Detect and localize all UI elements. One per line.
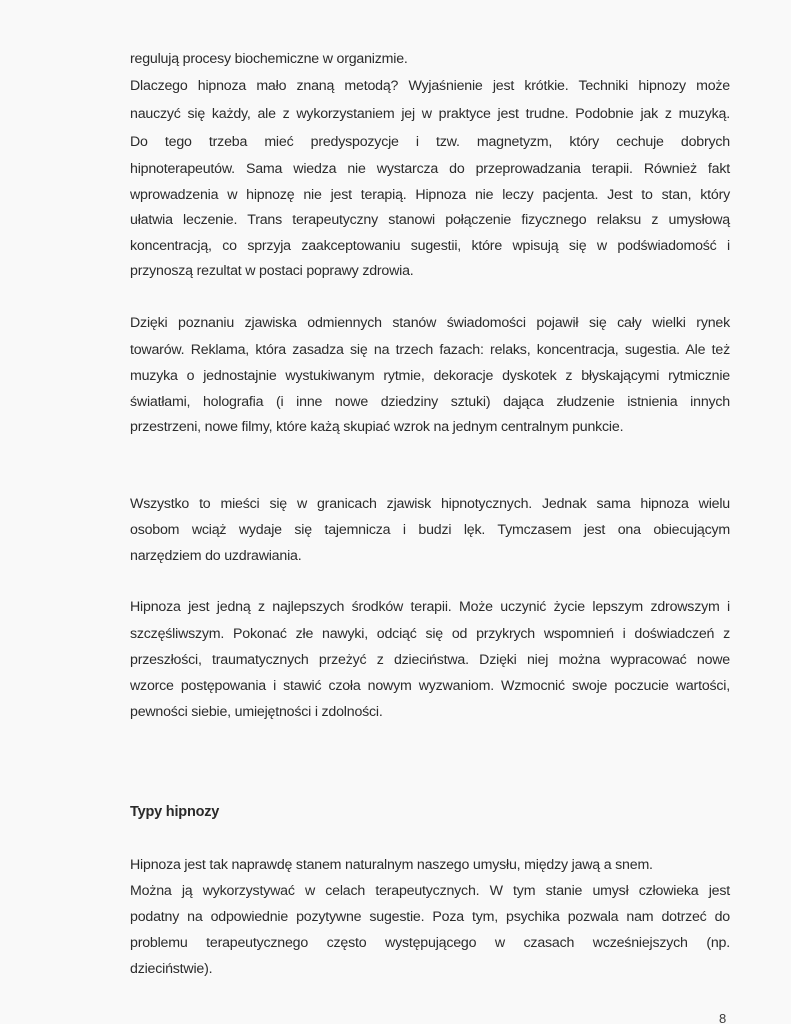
paragraph-4-line-4: wzorce postępowania i stawić czoła nowym wyzwaniom. Wzmocnić swoje poczucie wartości, — [130, 678, 730, 694]
paragraph-5-line-1: Hipnoza jest tak naprawdę stanem naturalnym naszego umysłu, między jawą a snem. — [130, 857, 653, 873]
section-heading: Typy hipnozy — [130, 804, 220, 820]
paragraph-4-line-1: Hipnoza jest jedną z najlepszych środków terapii. Może uczynić życie lepszym zdrowszym i — [130, 599, 730, 615]
paragraph-1-line-6: wprowadzenia w hipnozę nie jest terapią. Hipnoza nie leczy pacjenta. Jest to stan, który — [130, 187, 730, 203]
paragraph-1-line-2: Dlaczego hipnoza mało znaną metodą? Wyjaśnienie jest krótkie. Techniki hipnozy może — [130, 78, 730, 94]
paragraph-2-line-1: Dzięki poznaniu zjawiska odmiennych stanów świadomości pojawił się cały wielki rynek — [130, 315, 730, 331]
paragraph-2-line-5: przestrzeni, nowe filmy, które każą skupiać wzrok na jednym centralnym punkcie. — [130, 419, 624, 435]
paragraph-2-line-3: muzyka o jednostajnie wystukiwanym rytmie, dekoracje dyskotek z błyskającymi rytmicznie — [130, 368, 730, 384]
paragraph-5-line-4: problemu terapeutycznego często występującego w czasach wcześniejszych (np. — [130, 935, 730, 951]
paragraph-1-line-1: regulują procesy biochemiczne w organizmie. — [130, 51, 408, 67]
paragraph-5-line-5: dzieciństwie). — [130, 961, 213, 977]
paragraph-2-line-2: towarów. Reklama, która zasadza się na trzech fazach: relaks, koncentracja, sugestia. Ale też — [130, 342, 730, 358]
paragraph-1-line-7: ułatwia leczenie. Trans terapeutyczny stanowi połączenie fizycznego relaksu z umysłową — [130, 212, 730, 228]
paragraph-5-line-2: Można ją wykorzystywać w celach terapeutycznych. W tym stanie umysł człowieka jest — [130, 883, 730, 899]
paragraph-4-line-2: szczęśliwszym. Pokonać złe nawyki, odciąć się od przykrych wspomnień i doświadczeń z — [130, 626, 730, 642]
paragraph-3-line-1: Wszystko to mieści się w granicach zjawisk hipnotycznych. Jednak sama hipnoza wielu — [130, 496, 730, 512]
paragraph-1-line-9: przynoszą rezultat w postaci poprawy zdrowia. — [130, 263, 414, 279]
paragraph-4-line-3: przeszłości, traumatycznych przeżyć z dzieciństwa. Dzięki niej można wypracować nowe — [130, 652, 730, 668]
paragraph-2-line-4: światłami, holografia (i inne nowe dziedziny sztuki) dająca złudzenie istnienia innych — [130, 394, 730, 410]
paragraph-1-line-8: koncentracją, co sprzyja zaakceptowaniu sugestii, które wpisują się w podświadomość i — [130, 238, 730, 254]
paragraph-1-line-4: Do tego trzeba mieć predyspozycje i tzw. magnetyzm, który cechuje dobrych — [130, 134, 730, 150]
paragraph-1-line-3: nauczyć się każdy, ale z wykorzystaniem jej w praktyce jest trudne. Podobnie jak z muzyką. — [130, 106, 730, 122]
paragraph-4-line-5: pewności siebie, umiejętności i zdolności. — [130, 704, 383, 720]
paragraph-5-line-3: podatny na odpowiednie pozytywne sugestie. Poza tym, psychika pozwala nam dotrzeć do — [130, 909, 730, 925]
page-number: 8 — [719, 1011, 727, 1024]
paragraph-3-line-3: narzędziem do uzdrawiania. — [130, 548, 302, 564]
paragraph-3-line-2: osobom wciąż wydaje się tajemnicza i budzi lęk. Tymczasem jest ona obiecującym — [130, 522, 730, 538]
paragraph-1-line-5: hipnoterapeutów. Sama wiedza nie wystarcza do przeprowadzania terapii. Również fakt — [130, 161, 730, 177]
